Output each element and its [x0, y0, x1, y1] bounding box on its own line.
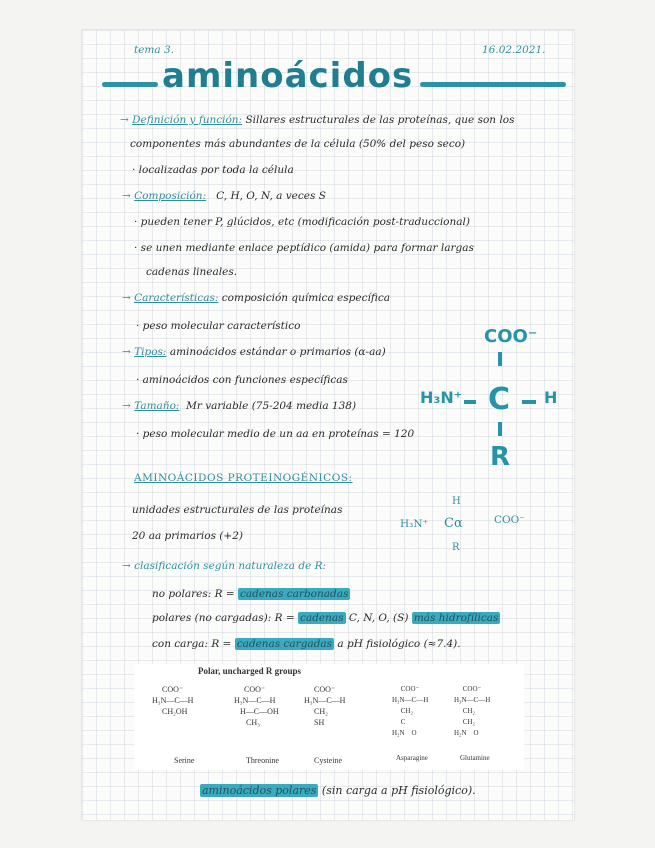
tam-bullet-1: · peso molecular medio de un aa en proteínas = 120 [136, 428, 415, 440]
struct1-r: R [490, 442, 511, 472]
page-title: aminoácidos [162, 56, 414, 96]
section2-line-1: unidades estructurales de las proteínas [132, 504, 343, 516]
section2-line-2: 20 aa primarios (+2) [132, 530, 243, 542]
threonine-structure: COO⁻ H₃N—C—H H—C—OH CH₃ [234, 685, 279, 727]
name-asparagine: Asparagine [396, 754, 428, 762]
struct1-bond-top [498, 352, 502, 366]
comp-bullet-2b: cadenas lineales. [146, 266, 238, 278]
charged-text: a pH fisiológico (≈7.4). [337, 638, 461, 650]
name-threonine: Threonine [246, 756, 279, 765]
polar-highlight-2: más hidrofílicas [413, 612, 499, 624]
car-text: composición química específica [221, 292, 390, 304]
date-label: 16.02.2021. [482, 44, 546, 56]
car-line: → Características: composición química específica [122, 292, 390, 304]
struct1-bond-left [464, 400, 476, 404]
tipos-label: Tipos: [134, 346, 167, 358]
figure-caption: Polar, uncharged R groups [198, 666, 302, 676]
car-bullet-1: · peso molecular característico [136, 320, 301, 332]
name-glutamine: Glutamine [460, 754, 490, 762]
footer-line [200, 784, 476, 797]
charged-highlight: cadenas cargadas [236, 638, 333, 650]
glutamine-structure: COO⁻ H₃N—C—H CH₂ CH₂ H₂N O [454, 685, 491, 737]
nonpolar-label: no polares: R = [152, 588, 235, 600]
polar-line [152, 612, 500, 624]
footer-highlight: aminoácidos polares [202, 784, 317, 797]
struct1-amine: H₃N⁺ [420, 388, 463, 407]
struct2-r: R [452, 542, 460, 553]
clasificacion-line: → clasificación según naturaleza de R: [122, 560, 327, 572]
struct1-bond-right [522, 400, 536, 404]
def-text: Sillares estructurales de las proteínas, que son los [245, 114, 515, 126]
struct1-carbon: C [488, 382, 511, 417]
charged-label: con carga: R = [152, 638, 232, 650]
polar-label: polares (no cargadas): R = [152, 612, 295, 624]
struct1-h: H [544, 388, 558, 407]
struct1-coo: COO⁻ [484, 326, 538, 347]
tam-label: Tamaño: [134, 400, 180, 412]
comp-bullet-2: · se unen mediante enlace peptídico (amida) para formar largas [134, 242, 474, 254]
def-label: Definición y función: [132, 114, 243, 126]
tam-text: Mr variable (75-204 media 138) [186, 400, 357, 412]
tipos-text: aminoácidos estándar o primarios (α-aa) [169, 346, 386, 358]
struct2-calpha: Cα [444, 516, 463, 531]
comp-text: C, H, O, N, a veces S [216, 190, 326, 202]
polar-elements: C, N, O, (S) [348, 612, 409, 624]
nonpolar-highlight: cadenas carbonadas [239, 588, 349, 600]
charged-line [152, 638, 461, 650]
notebook-page [82, 30, 574, 820]
comp-line: → Composición: C, H, O, N, a veces S [122, 190, 326, 202]
comp-label: Composición: [134, 190, 207, 202]
cysteine-structure: COO⁻ H₃N—C—H CH₂ SH [304, 685, 346, 727]
topic-label: tema 3. [134, 44, 175, 56]
footer-text: (sin carga a pH fisiológico). [321, 784, 476, 797]
def-line-2: componentes más abundantes de la célula (50% del peso seco) [130, 138, 466, 150]
name-serine: Serine [174, 756, 195, 765]
car-label: Características: [134, 292, 219, 304]
section2-title: AMINOÁCIDOS PROTEINOGÉNICOS: [134, 472, 353, 484]
tipos-bullet-1: · aminoácidos con funciones específicas [136, 374, 348, 386]
comp-bullet-1: · pueden tener P, glúcidos, etc (modificación post-traduccional) [134, 216, 470, 228]
asparagine-structure: COO⁻ H₃N—C—H CH₂ C H₂N O [392, 685, 429, 737]
tam-line: → Tamaño: Mr variable (75-204 media 138) [122, 400, 357, 412]
name-cysteine: Cysteine [314, 756, 342, 765]
struct2-coo: COO⁻ [494, 514, 525, 526]
nonpolar-line [152, 588, 350, 600]
polar-highlight: cadenas [300, 612, 344, 624]
def-line: → Definición y función: Sillares estructurales de las proteínas, que son los [120, 114, 515, 126]
title-bar-left [102, 82, 158, 87]
tipos-line: → Tipos: aminoácidos estándar o primarios (α-aa) [122, 346, 386, 358]
amino-acid-figure [134, 664, 524, 770]
title-bar-right [420, 82, 566, 87]
struct1-bond-bottom [498, 422, 502, 436]
struct2-amine: H₃N⁺ [400, 518, 429, 530]
serine-structure: COO⁻ H₃N—C—H CH₂OH [152, 685, 194, 716]
struct2-h: H [452, 496, 461, 507]
def-line-3: · localizadas por toda la célula [132, 164, 294, 176]
